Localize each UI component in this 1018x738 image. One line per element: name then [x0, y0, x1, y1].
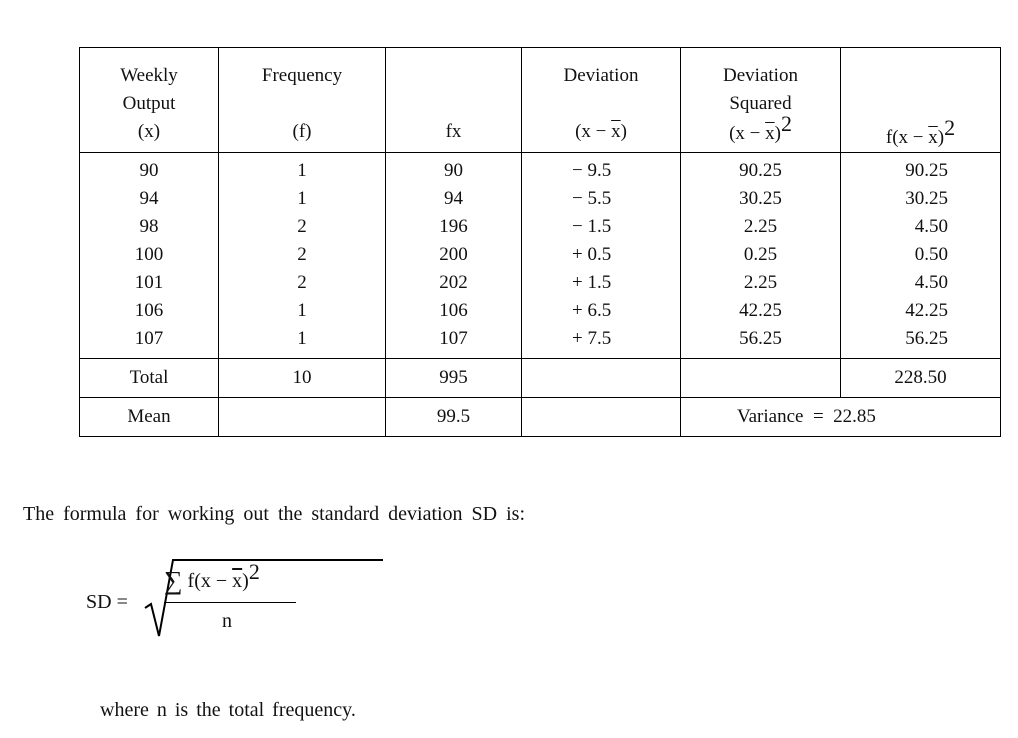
cell-x: 100 — [134, 244, 164, 265]
cell-x: 107 — [134, 328, 164, 349]
total-label: Total — [80, 359, 219, 398]
mean-x-bar: $\overline{x}$ — [765, 123, 775, 144]
fraction-line — [164, 602, 296, 603]
cell-deviation-squared: 2.25 — [743, 272, 778, 293]
formula-lhs: SD = — [86, 591, 128, 613]
mean-label: Mean — [80, 398, 219, 437]
cell-x: 94 — [139, 188, 159, 209]
mean-x-bar: $\overline{x}$ — [232, 570, 243, 592]
total-frequency: 10 — [219, 359, 386, 398]
header-dsq-line2: Squared — [729, 93, 792, 114]
header-weekly-line3: (x) — [137, 121, 161, 142]
header-deviation-line2 — [522, 120, 680, 144]
cell-deviation-squared: 42.25 — [739, 300, 782, 321]
cell-deviation: + 0.5 — [572, 244, 612, 265]
header-frequency — [219, 48, 386, 153]
cell-f: 2 — [297, 272, 307, 293]
cell-f-deviation-squared: 4.50 — [914, 272, 948, 293]
sd-formula — [86, 558, 326, 638]
total-dsq-empty — [681, 359, 841, 398]
mean-row — [80, 398, 1001, 437]
cell-deviation: − 1.5 — [572, 216, 612, 237]
column-x — [80, 153, 219, 359]
cell-fx: 202 — [439, 272, 468, 293]
column-deviation — [522, 153, 681, 359]
cell-f-deviation-squared: 0.50 — [914, 244, 948, 265]
formula-intro-text: The formula for working out the standard deviation SD is: — [23, 503, 526, 525]
mean-frequency-empty — [219, 398, 386, 437]
header-weekly-line1: Weekly — [120, 65, 178, 86]
header-frequency-line1: Frequency — [261, 65, 343, 86]
formula-numerator-expr: $f(x - \overline{x})$ — [187, 570, 249, 592]
cell-f: 1 — [297, 328, 307, 349]
column-deviation-squared — [681, 153, 841, 359]
header-dsq-exponent: 2 — [780, 111, 792, 136]
mean-x-bar: $\overline{x}$ — [928, 127, 938, 148]
cell-deviation: + 6.5 — [572, 300, 612, 321]
cell-fx: 106 — [439, 300, 468, 321]
cell-deviation: − 9.5 — [572, 160, 612, 181]
mean-fx: 99.5 — [386, 398, 522, 437]
header-weekly-output — [80, 48, 219, 153]
cell-fx: 94 — [444, 188, 463, 209]
total-deviation-empty — [522, 359, 681, 398]
cell-f: 1 — [297, 188, 307, 209]
cell-deviation: + 7.5 — [572, 328, 612, 349]
header-deviation-expr: $(x - \overline{x})$ — [575, 121, 627, 142]
sigma-icon: ∑ — [164, 566, 183, 595]
cell-f-deviation-squared: 90.25 — [905, 160, 948, 181]
header-fdsq-exponent: 2 — [944, 115, 956, 140]
formula-numerator — [164, 559, 260, 595]
total-f-deviation-squared: 228.50 — [841, 359, 1001, 398]
column-f — [219, 153, 386, 359]
cell-f-deviation-squared: 56.25 — [905, 328, 948, 349]
cell-deviation-squared: 0.25 — [743, 244, 778, 265]
variance-value: Variance = 22.85 — [681, 398, 1001, 437]
header-deviation-squared — [681, 48, 841, 153]
cell-f: 2 — [297, 216, 307, 237]
cell-deviation: − 5.5 — [572, 188, 612, 209]
mean-x-bar: $\overline{x}$ — [611, 121, 621, 142]
cell-f: 1 — [297, 300, 307, 321]
formula-exponent: 2 — [248, 559, 260, 584]
cell-deviation-squared: 56.25 — [739, 328, 782, 349]
formula-denominator: n — [222, 610, 232, 632]
total-fx: 995 — [386, 359, 522, 398]
cell-f-deviation-squared: 42.25 — [905, 300, 948, 321]
header-fx — [386, 48, 522, 153]
cell-deviation-squared: 2.25 — [743, 216, 778, 237]
header-f-deviation-squared — [841, 48, 1001, 153]
cell-fx: 90 — [444, 160, 463, 181]
cell-x: 106 — [134, 300, 164, 321]
header-deviation — [522, 48, 681, 153]
header-weekly-line2: Output — [122, 93, 176, 114]
where-text: where n is the total frequency. — [100, 699, 356, 721]
cell-x: 90 — [139, 160, 159, 181]
column-f-deviation-squared — [841, 153, 1001, 359]
cell-f-deviation-squared: 30.25 — [905, 188, 948, 209]
frequency-table — [79, 47, 1001, 437]
header-fdsq-line — [841, 115, 1000, 150]
cell-f: 2 — [297, 244, 307, 265]
header-fx-label: fx — [445, 121, 462, 142]
cell-f: 1 — [297, 160, 307, 181]
cell-x: 98 — [139, 216, 159, 237]
cell-fx: 196 — [439, 216, 468, 237]
mean-deviation-empty — [522, 398, 681, 437]
total-row — [80, 359, 1001, 398]
cell-deviation-squared: 30.25 — [739, 188, 782, 209]
cell-fx: 200 — [439, 244, 468, 265]
header-frequency-line2: (f) — [292, 121, 312, 142]
header-fdsq-expr: $f(x - \overline{x})$ — [885, 127, 945, 148]
cell-f-deviation-squared: 4.50 — [914, 216, 948, 237]
cell-deviation: + 1.5 — [572, 272, 612, 293]
header-dsq-expr: $(x - \overline{x})$ — [729, 123, 781, 144]
cell-x: 101 — [134, 272, 164, 293]
cell-deviation-squared: 90.25 — [739, 160, 782, 181]
cell-fx: 107 — [439, 328, 468, 349]
header-dsq-line1: Deviation — [723, 65, 798, 86]
header-deviation-line1: Deviation — [563, 65, 639, 86]
header-dsq-line3 — [681, 111, 840, 148]
column-fx — [386, 153, 522, 359]
